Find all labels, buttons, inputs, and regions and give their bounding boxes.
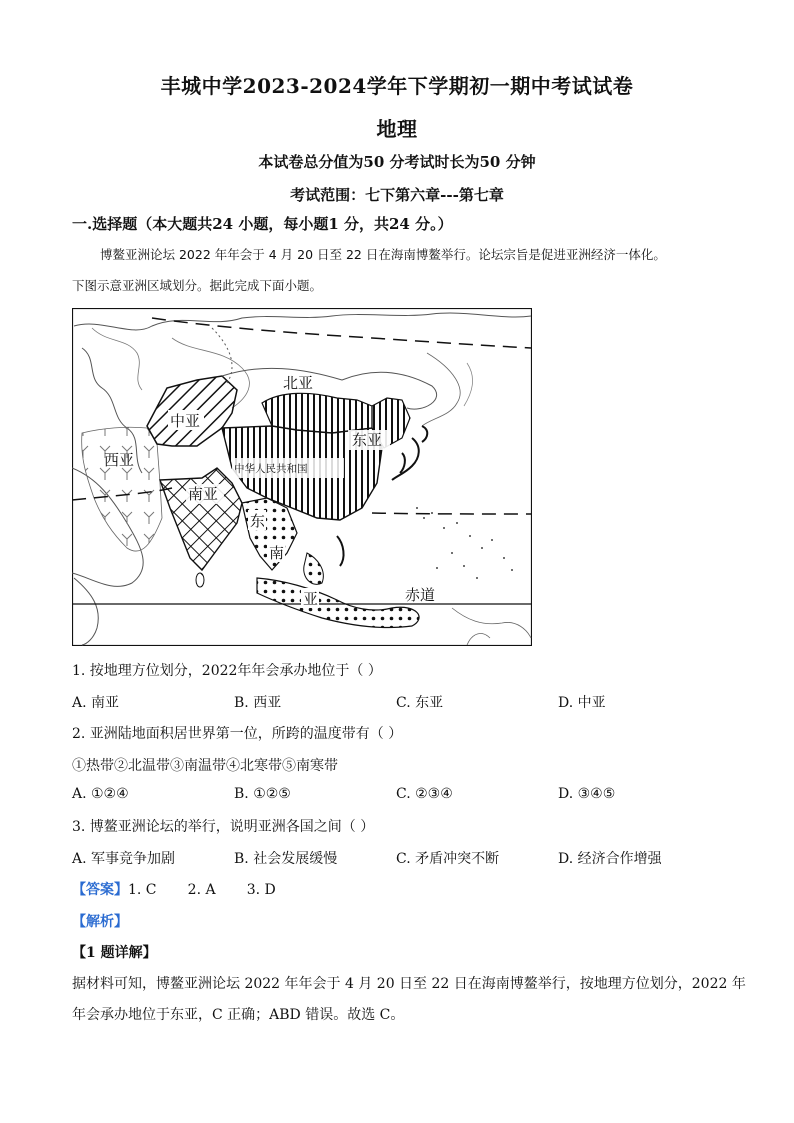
q2-option-a[interactable]: A. ①②④ <box>72 786 129 802</box>
label-north-asia: 北亚 <box>283 374 314 392</box>
exam-scope: 考试范围：七下第六章---第七章 <box>290 186 504 204</box>
question-2-sub: ①热带②北温带③南温带④北寒带⑤南寒带 <box>72 758 338 774</box>
q2-option-b[interactable]: B. ①②⑤ <box>234 786 291 802</box>
answer-values: 1. C 2. A 3. D <box>128 882 276 898</box>
q1-option-b[interactable]: B. 西亚 <box>234 695 282 711</box>
label-south-asia: 南亚 <box>188 485 219 503</box>
question-1-stem: 1. 按地理方位划分，2022年年会承办地位于（ ） <box>72 663 382 679</box>
label-equator: 赤道 <box>405 586 436 604</box>
q3-option-d[interactable]: D. 经济合作增强 <box>558 851 662 867</box>
q2-option-d[interactable]: D. ③④⑤ <box>558 786 616 802</box>
q1-option-d[interactable]: D. 中亚 <box>558 695 606 711</box>
analysis-detail-tag: 【1 题详解】 <box>72 945 157 961</box>
asia-region-map <box>72 308 532 646</box>
analysis-line-1: 据材料可知，博鳌亚洲论坛 2022 年年会于 4 月 20 日至 22 日在海南博鳌举行，按地理方位划分，2022 年 <box>72 976 746 992</box>
q1-option-a[interactable]: A. 南亚 <box>72 695 120 711</box>
answer-tag: 【答案】 <box>72 882 128 898</box>
subject-title: 地理 <box>376 117 418 141</box>
label-china: 中华人民共和国 <box>234 463 308 475</box>
analysis-tag: 【解析】 <box>72 914 128 930</box>
intro-line-2: 下图示意亚洲区域划分。据此完成下面小题。 <box>72 278 323 293</box>
label-central-asia: 中亚 <box>170 412 201 430</box>
label-southeast-3: 亚 <box>303 590 319 608</box>
label-west-asia: 西亚 <box>104 451 135 469</box>
label-east-asia: 东亚 <box>352 431 383 449</box>
intro-line-1: 博鳌亚洲论坛 2022 年年会于 4 月 20 日至 22 日在海南博鳌举行。论坛宗旨是促进亚洲经济一体化。 <box>100 247 666 262</box>
score-info: 本试卷总分值为50 分考试时长为50 分钟 <box>258 153 536 171</box>
q2-option-c[interactable]: C. ②③④ <box>396 786 453 802</box>
question-2-stem: 2. 亚洲陆地面积居世界第一位，所跨的温度带有（ ） <box>72 726 403 742</box>
q3-option-b[interactable]: B. 社会发展缓慢 <box>234 851 338 867</box>
label-southeast-2: 南 <box>269 544 285 562</box>
answer-line <box>72 879 732 899</box>
q3-option-c[interactable]: C. 矛盾冲突不断 <box>396 851 500 867</box>
analysis-line-2: 年会承办地位于东亚，C 正确；ABD 错误。故选 C。 <box>72 1007 405 1023</box>
q3-option-a[interactable]: A. 军事竞争加剧 <box>72 851 176 867</box>
label-southeast-1: 东 <box>250 512 266 530</box>
exam-title: 丰城中学2023-2024学年下学期初一期中考试试卷 <box>160 74 634 98</box>
q1-option-c[interactable]: C. 东亚 <box>396 695 444 711</box>
question-3-stem: 3. 博鳌亚洲论坛的举行，说明亚洲各国之间（ ） <box>72 819 375 835</box>
section-heading: 一.选择题（本大题共24 小题，每小题1 分，共24 分。） <box>72 215 453 233</box>
